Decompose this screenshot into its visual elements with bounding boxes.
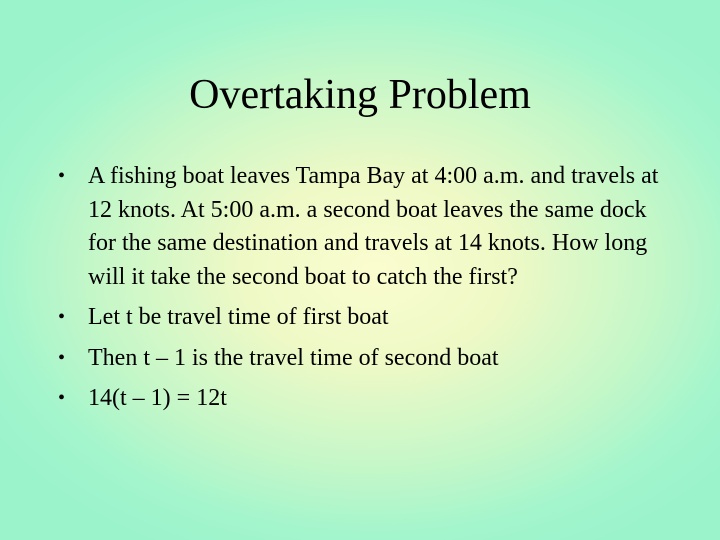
- bullet-text: A fishing boat leaves Tampa Bay at 4:00 a.m. and travels at 12 knots. At 5:00 a.m. a second boat leaves the same dock for the same destination and travels at 14 knots. How long will it take the second boat to catch the first?: [88, 163, 659, 290]
- bullet-text: Let t be travel time of first boat: [88, 304, 389, 330]
- bullet-icon: •: [58, 387, 66, 409]
- bullet-item-second-boat: [58, 342, 668, 376]
- bullet-text: 14(t – 1) = 12t: [88, 385, 227, 411]
- bullet-text: Then t – 1 is the travel time of second boat: [88, 344, 499, 371]
- bullet-item-equation: [58, 382, 668, 416]
- slide-title: Overtaking Problem: [189, 72, 531, 118]
- bullet-icon: •: [58, 165, 66, 187]
- bullet-icon: •: [58, 306, 66, 328]
- bullet-item-first-boat: [58, 301, 668, 335]
- bullet-list: [58, 160, 668, 423]
- bullet-item-problem: [58, 160, 668, 294]
- bullet-icon: •: [58, 346, 66, 369]
